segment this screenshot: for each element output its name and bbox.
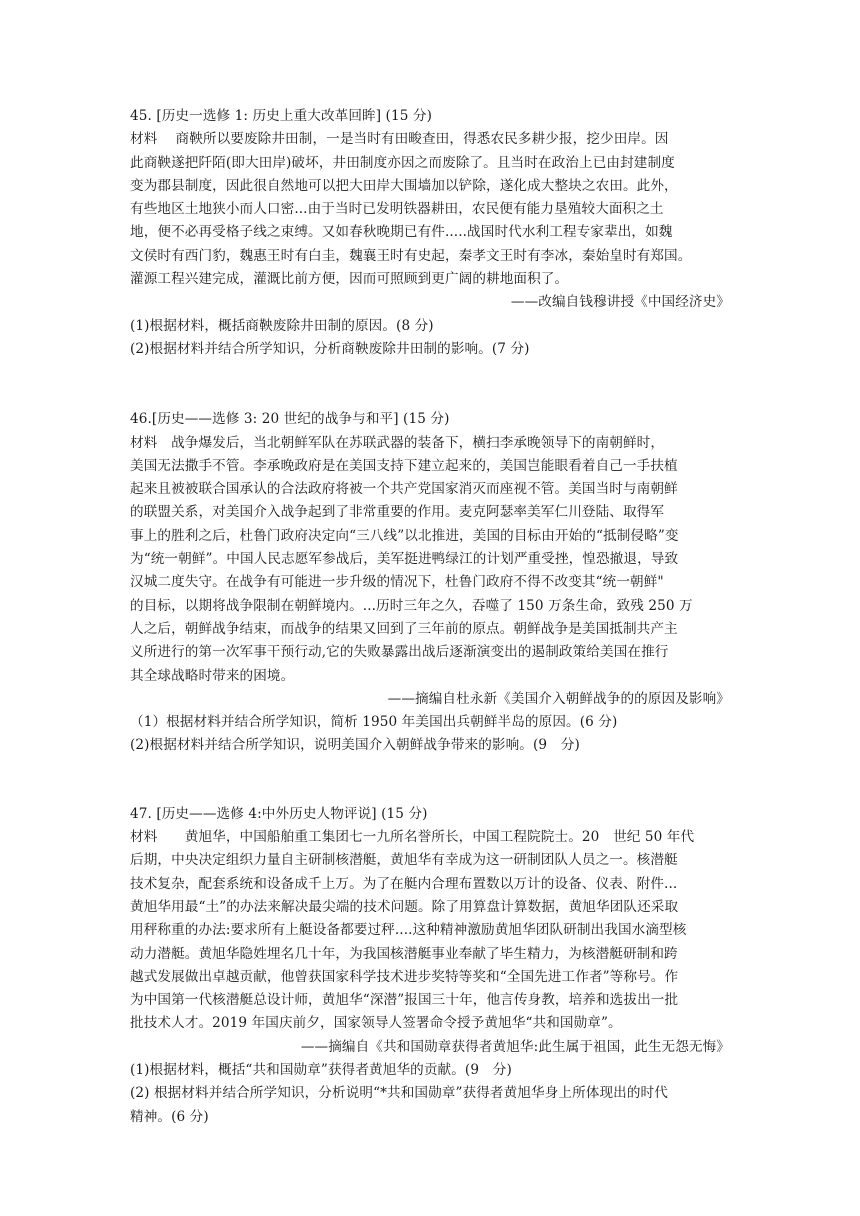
question-heading: 46.[历史——选修 3: 20 世纪的战争与和平] (15 分)	[130, 411, 450, 428]
question-heading: 47. [历史——选修 4:中外历史人物评说] (15 分)	[130, 805, 428, 822]
material-line: 材料 商鞅所以要废除井田制，一是当时有田畯查田，得悉农民多耕少报，挖少田岸。因	[130, 131, 669, 148]
material-line: 事上的胜利之后，杜鲁门政府决定向“三八线”以北推进，美国的目标由开始的“抵制侵略”变	[130, 527, 679, 544]
material-line: 有些地区土地狭小而人口密...由于当时已发明铁器耕田，农民便有能力垦殖较大面积之土	[130, 201, 664, 218]
material-line: 批技术人才。2019 年国庆前夕，国家领导人签署命令授予黄旭华“共和国勋章”。	[130, 1015, 622, 1032]
material-line: 此商鞅遂把阡陌(即大田岸)破坏，井田制度亦因之而废除了。且当时在政治上已由封建制度	[130, 154, 675, 171]
material-line: 的联盟关系，对美国介入战争起到了非常重要的作用。麦克阿瑟率美军仁川登陆、取得军	[130, 504, 665, 521]
material-line: 义所进行的第一次军事干预行动,它的失败暴露出战后逐渐演变出的遏制政策给美国在推行	[130, 644, 669, 661]
material-source: ——改编自钱穆讲授《中国经济史》	[510, 294, 730, 311]
material-paragraph	[130, 128, 730, 291]
material-line: 越式发展做出卓越贡献，他曾获国家科学技术进步奖特等奖和“全国先进工作者”等称号。作	[130, 968, 679, 985]
material-line: 后期，中央决定组织力量自主研制核潜艇，黄旭华有幸成为这一研制团队人员之一。核潜艇	[130, 852, 678, 869]
material-paragraph	[130, 826, 730, 1036]
material-line: 材料 战争爆发后，当北朝鲜军队在苏联武器的装备下，横扫李承晚领导下的南朝鲜时，	[130, 434, 665, 451]
material-source: ——摘编自《共和国勋章获得者黄旭华:此生属于祖国，此生无怨无悔》	[300, 1038, 730, 1055]
sub-question: (1)根据材料，概括商鞅废除井田制的原因。(8 分)	[130, 317, 434, 334]
question-47	[130, 803, 730, 1129]
material-line: 地，便不必再受格子线之束缚。又如春秋晚期已有件.....战国时代水利工程专家辈出，如魏	[130, 224, 673, 241]
material-line: 黄旭华用最“土”的办法来解决最尖端的技术问题。除了用算盘计算数据，黄旭华团队还采取	[130, 898, 679, 915]
material-source: ——摘编自杜永新《美国介入朝鲜战争的的原因及影响》	[387, 690, 730, 707]
sub-question: (1)根据材料，概括“共和国勋章”获得者黄旭华的贡献。(9 分)	[130, 1061, 512, 1078]
material-paragraph	[130, 432, 730, 688]
sub-question: 精神。(6 分)	[130, 1108, 209, 1125]
material-line: 文侯时有西门豹，魏惠王时有白圭，魏襄王时有史起，秦孝文王时有李冰，秦始皇时有郑国。	[130, 247, 692, 264]
material-line: 起来且被被联合国承认的合法政府将被一个共产党国家消灭而座视不管。美国当时与南朝鲜	[130, 481, 678, 498]
exam-page	[130, 105, 730, 1129]
material-line: 的目标，以期将战争限制在朝鲜境内。...历时三年之久，吞噬了 150 万条生命，致残 250 万	[130, 597, 693, 614]
material-line: 变为郡县制度，因此很自然地可以把大田岸大围墙加以铲除，遂化成大整块之农田。此外，	[130, 177, 678, 194]
material-line: 汉城二度失守。在战争有可能进一步升级的情况下，杜鲁门政府不得不改变其“统一朝鲜"	[130, 574, 664, 591]
material-line: 为中国第一代核潜艇总设计师，黄旭华“深潜”报国三十年，他言传身教，培养和选拔出一批	[130, 992, 679, 1009]
material-line: 人之后，朝鲜战争结束，而战争的结果又回到了三年前的原点。朝鲜战争是美国抵制共产主	[130, 620, 678, 637]
material-line: 技术复杂，配套系统和设备成千上万。为了在艇内合理布置数以万计的设备、仪表、附件...	[130, 875, 678, 892]
question-45	[130, 105, 730, 361]
sub-question: （1）根据材料并结合所学知识，简析 1950 年美国出兵朝鲜半岛的原因。(6 分)	[130, 714, 618, 731]
material-line: 材料 黄旭华，中国船舶重工集团七一九所名誉所长，中国工程院院士。20 世纪 50 年代	[130, 829, 695, 846]
material-line: 为“统一朝鲜”。中国人民志愿军参战后，美军挺进鸭绿江的计划严重受挫，惶恐撤退，导致	[130, 551, 679, 568]
sub-question: (2)根据材料并结合所学知识，说明美国介入朝鲜战争带来的影响。(9 分)	[130, 737, 580, 754]
material-line: 用秤称重的办法:要求所有上艇设备都要过秤....这种精神激励黄旭华团队研制出我国水滴型核	[130, 922, 687, 939]
sub-question: (2)根据材料并结合所学知识，分析商鞅废除井田制的影响。(7 分)	[130, 340, 530, 357]
question-46	[130, 408, 730, 757]
material-line: 灌源工程兴建完成，灌溉比前方便，因而可照顾到更广阔的耕地面积了。	[130, 271, 569, 288]
question-heading: 45. [历史一选修 1: 历史上重大改革回眸] (15 分)	[130, 108, 432, 124]
sub-question: (2) 根据材料并结合所学知识，分析说明“*共和国勋章”获得者黄旭华身上所体现出的时代	[130, 1085, 668, 1102]
material-line: 美国无法撒手不管。李承晚政府是在美国支持下建立起来的，美国岂能眼看着自己一手扶植	[130, 457, 678, 474]
material-line: 动力潜艇。黄旭华隐姓埋名几十年，为我国核潜艇事业奉献了毕生精力，为核潜艇研制和跨	[130, 945, 678, 962]
material-line: 其全球战略时带来的困境。	[130, 667, 295, 684]
